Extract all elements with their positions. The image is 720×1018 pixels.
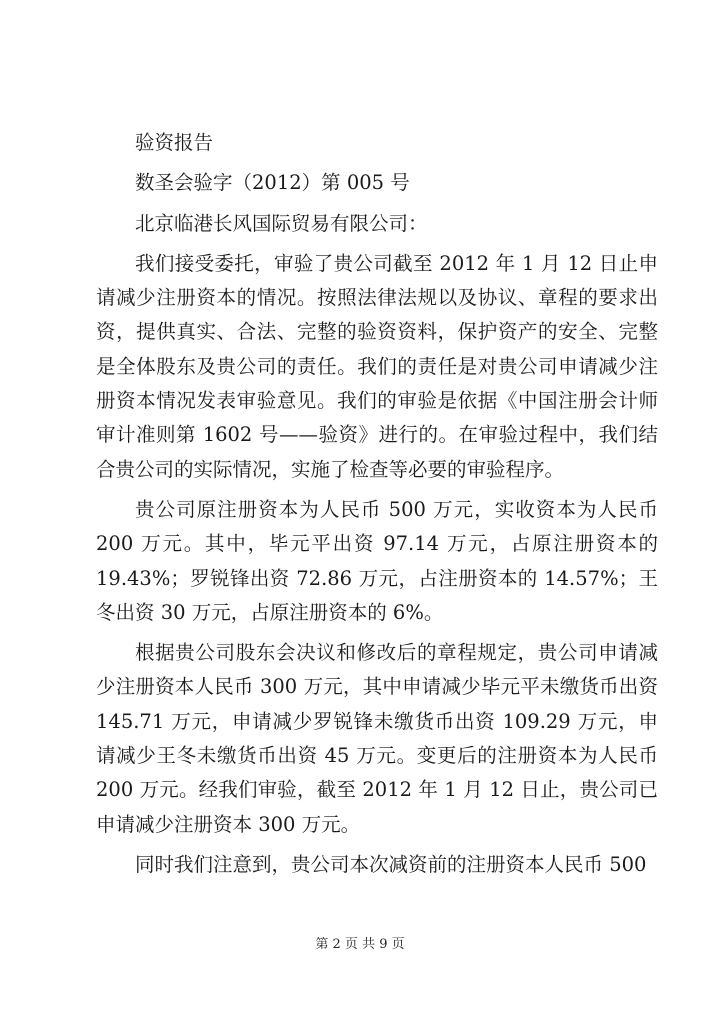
page-number-indicator: 第 2 页 共 9 页 (315, 937, 405, 952)
report-heading: 验资报告 (135, 131, 214, 154)
page-footer (0, 936, 720, 954)
paragraph-engagement: 我们接受委托，审验了贵公司截至 2012 年 1 月 12 日止申请减少注册资本的情况。按照法律法规以及协议、章程的要求出资，提供真实、合法、完整的验资资料，保护资产的安全、完整是全体股东及贵公司的责任。我们的责任是对贵公司申请减少注册资本情况发表审验意见。我们的审验是依据《中国注册会计师审计准则第 1602 号——验资》进行的。在审验过程中，我们结合贵公司的实际情况，实施了检查等必要的审验程序。 (96, 251, 658, 481)
paragraph-original-capital: 贵公司原注册资本为人民币 500 万元，实收资本为人民币 200 万元。其中，毕元平出资 97.14 万元，占原注册资本的 19.43%；罗锐锋出资 72.86 万元，占注册资本的 14.57%；王冬出资 30 万元，占原注册资本的 6%。 (96, 497, 658, 624)
document-body (96, 126, 658, 888)
paragraph-capital-reduction: 根据贵公司股东会决议和修改后的章程规定，贵公司申请减少注册资本人民币 300 万元，其中申请减少毕元平未缴货币出资 145.71 万元，申请减少罗锐锋未缴货币出资 109.29 万元，申请减少王冬未缴货币出资 45 万元。变更后的注册资本为人民币 200 万元。经我们审验，截至 2012 年 1 月 12 日止，贵公司已申请减少注册资本 300 万元。 (96, 641, 658, 836)
paragraph-note: 同时我们注意到，贵公司本次减资前的注册资本人民币 500 (135, 852, 647, 876)
report-addressee: 北京临港长风国际贸易有限公司： (135, 211, 428, 235)
report-reference-number: 数圣会验字（2012）第 005 号 (135, 171, 410, 195)
